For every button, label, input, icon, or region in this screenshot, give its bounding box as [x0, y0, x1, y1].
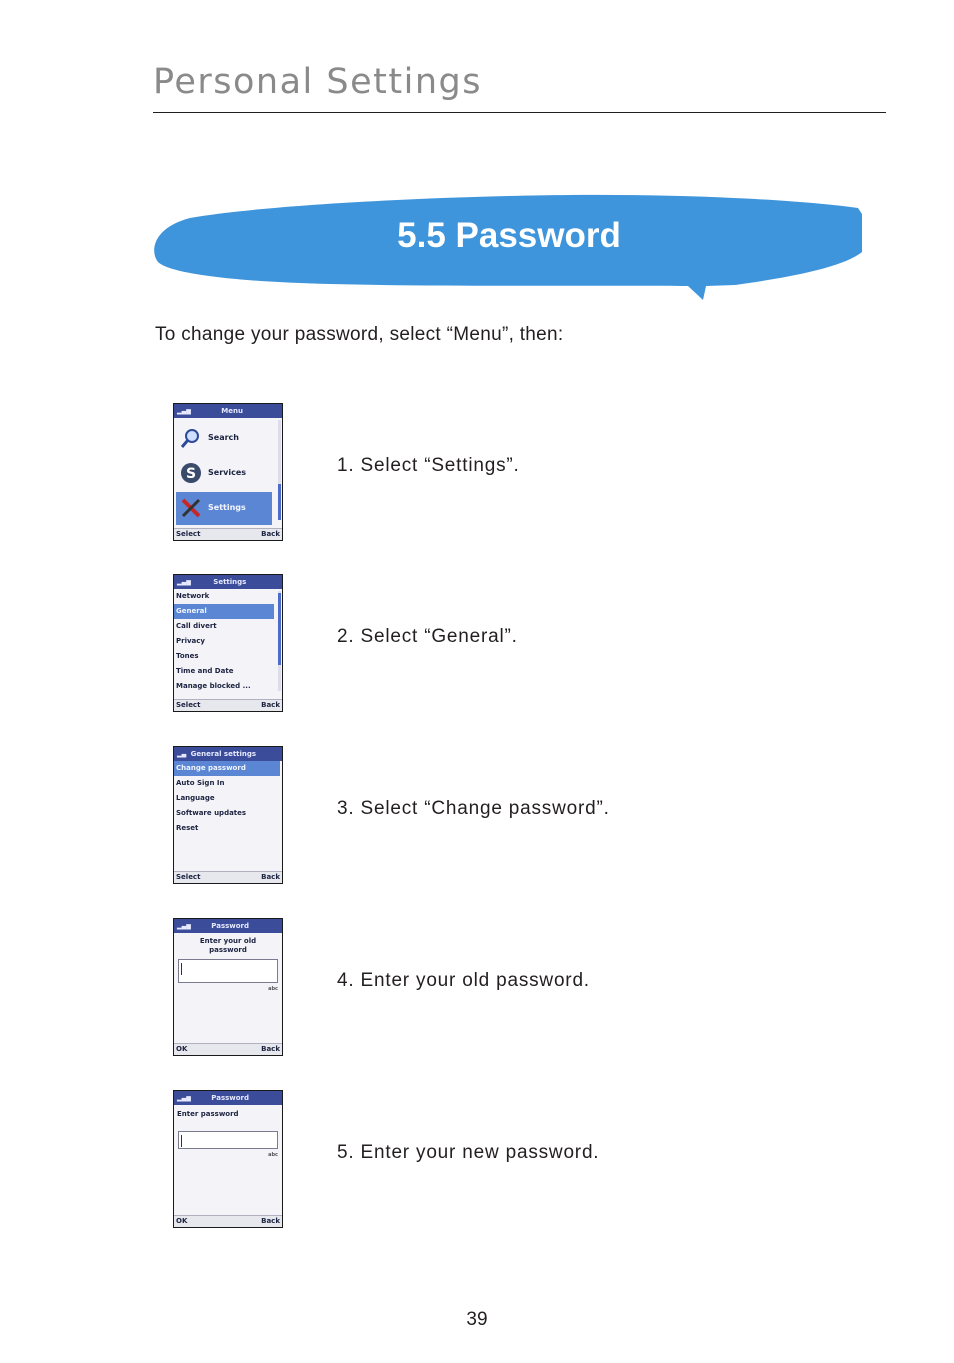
scrollbar: [278, 591, 281, 691]
phone-title-bar: [174, 747, 282, 761]
password-input: [178, 959, 278, 983]
softkey-bar: [174, 699, 282, 711]
step-text: 1. Select “Settings”.: [337, 455, 520, 476]
page-header-title: Personal Settings: [153, 62, 482, 102]
input-mode-hint: abc: [268, 986, 278, 992]
password-prompt: Enter password: [177, 1110, 239, 1118]
phone-title-bar: [174, 919, 282, 933]
password-input: [178, 1131, 278, 1149]
step-4: [173, 918, 873, 1056]
step-text: 4. Enter your old password.: [337, 970, 590, 991]
phone-title-bar: [174, 575, 282, 589]
left-softkey: Select: [176, 530, 201, 538]
list-item: Software updates: [176, 809, 247, 817]
signal-icon: ▂▄▆: [177, 408, 191, 415]
signal-icon: ▂▄▆: [177, 1095, 191, 1102]
phone-title: Settings: [213, 578, 247, 586]
step-5: [173, 1090, 873, 1228]
step-1: [173, 403, 873, 541]
general-settings-list: [174, 761, 280, 836]
right-softkey: Back: [261, 1045, 280, 1053]
list-item: Tones: [176, 652, 199, 660]
right-softkey: Back: [261, 530, 280, 538]
list-item: Language: [176, 794, 215, 802]
step-text: 3. Select “Change password”.: [337, 798, 610, 819]
list-item: Network: [176, 592, 210, 600]
right-softkey: Back: [261, 701, 280, 709]
list-item: Change password: [174, 761, 280, 776]
phone-screenshot-new-password: [173, 1090, 283, 1228]
phone-screenshot-general-settings: [173, 746, 283, 884]
menu-item-settings: [176, 492, 272, 525]
list-item: Privacy: [176, 637, 205, 645]
section-title: 5.5 Password: [397, 216, 621, 255]
right-softkey: Back: [261, 873, 280, 881]
softkey-bar: [174, 1043, 282, 1055]
softkey-bar: [174, 1215, 282, 1227]
phone-title: Menu: [221, 407, 243, 415]
phone-title: Password: [211, 922, 250, 930]
scrollbar: [278, 420, 281, 520]
phone-screenshot-old-password: [173, 918, 283, 1056]
step-3: [173, 746, 873, 884]
phone-title: General settings: [190, 750, 257, 758]
phone-title: Password: [211, 1094, 250, 1102]
left-softkey: OK: [176, 1045, 188, 1053]
menu-item-services: [176, 457, 272, 490]
softkey-bar: [174, 871, 282, 883]
phone-title-bar: [174, 404, 282, 418]
step-text: 2. Select “General”.: [337, 626, 518, 647]
step-text: 5. Enter your new password.: [337, 1142, 600, 1163]
phone-screenshot-menu: [173, 403, 283, 541]
page-number: 39: [466, 1309, 488, 1330]
list-item: Time and Date: [176, 667, 234, 675]
list-item: Manage blocked ...: [176, 682, 251, 690]
input-mode-hint: abc: [268, 1152, 278, 1158]
signal-icon: ▂▄: [177, 751, 187, 758]
signal-icon: ▂▄▆: [177, 579, 191, 586]
left-softkey: Select: [176, 701, 201, 709]
services-s-icon: [179, 461, 203, 485]
list-item: Auto Sign In: [176, 779, 225, 787]
section-banner: [150, 190, 864, 305]
svg-text:S: S: [185, 466, 197, 482]
menu-item-label: Services: [208, 468, 247, 477]
header-rule: [153, 112, 886, 113]
password-prompt: Enter your old password: [199, 937, 257, 954]
right-softkey: Back: [261, 1217, 280, 1225]
list-item: Reset: [176, 824, 199, 832]
left-softkey: Select: [176, 873, 201, 881]
settings-list: [174, 589, 274, 694]
left-softkey: OK: [176, 1217, 188, 1225]
magnifier-icon: [179, 426, 203, 450]
menu-item-search: [176, 422, 272, 455]
intro-text: To change your password, select “Menu”, then:: [155, 324, 564, 345]
tools-icon: [179, 496, 203, 520]
phone-screenshot-settings: [173, 574, 283, 712]
phone-title-bar: [174, 1091, 282, 1105]
menu-item-label: Search: [208, 433, 239, 442]
list-item: General: [174, 604, 274, 619]
step-2: [173, 574, 873, 712]
menu-item-label: Settings: [208, 503, 246, 512]
signal-icon: ▂▄▆: [177, 923, 191, 930]
softkey-bar: [174, 528, 282, 540]
list-item: Call divert: [176, 622, 217, 630]
